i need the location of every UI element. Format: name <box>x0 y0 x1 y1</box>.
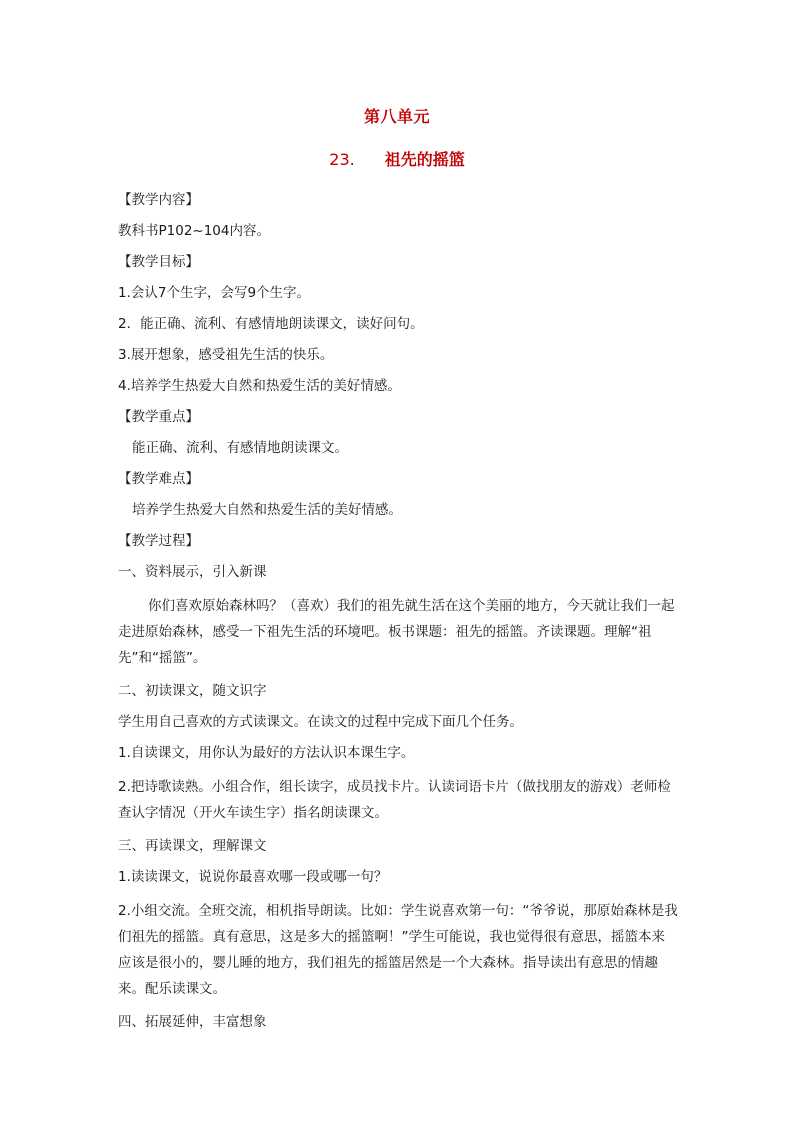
step-heading: 四、拓展延伸，丰富想象 <box>118 1014 267 1030</box>
step-item: 2.把诗歌读熟。小组合作，组长读字，成员找卡片。认读词语卡片（做找朋友的游戏）老师检查认字情况（开火车读生字）指名朗读课文。 <box>118 779 671 821</box>
key-text: 能正确、流利、有感情地朗读课文。 <box>132 440 348 456</box>
content-text: 教科书P102~104内容。 <box>118 223 270 239</box>
section-heading-content: 【教学内容】 <box>118 192 199 208</box>
step-paragraph: 学生用自己喜欢的方式读课文。在读文的过程中完成下面几个任务。 <box>118 714 523 730</box>
lesson-title <box>0 147 794 170</box>
step-heading: 二、初读课文，随文识字 <box>118 683 267 699</box>
lesson-number: 23. <box>329 150 355 169</box>
goal-item: 2．能正确、流利、有感情地朗读课文，读好问句。 <box>118 316 424 332</box>
difficulty-text: 培养学生热爱大自然和热爱生活的美好情感。 <box>132 502 402 518</box>
section-heading-difficulty: 【教学难点】 <box>118 471 199 487</box>
section-heading-key: 【教学重点】 <box>118 409 199 425</box>
section-heading-goals: 【教学目标】 <box>118 254 199 270</box>
unit-title: 第八单元 <box>363 107 430 126</box>
lesson-title-text: 祖先的摇篮 <box>384 150 465 169</box>
step-heading: 三、再读课文，理解课文 <box>118 838 267 854</box>
document-body <box>118 190 678 1033</box>
step-heading: 一、资料展示，引入新课 <box>118 564 267 580</box>
step-item: 2.小组交流。全班交流，相机指导朗读。比如：学生说喜欢第一句：“爷爷说，那原始森林是我们祖先的摇篮。真有意思，这是多大的摇篮啊！”学生可能说，我也觉得很有意思，摇篮本来应该是很小的，婴儿睡的地方，我们祖先的摇篮居然是一个大森林。指导读出有意思的情趣来。配乐读课文。 <box>118 903 678 997</box>
step-paragraph: 你们喜欢原始森林吗？（喜欢）我们的祖先就生活在这个美丽的地方，今天就让我们一起走进原始森林，感受一下祖先生活的环境吧。板书课题：祖先的摇篮。齐读课题。理解“祖先”和“摇篮”。 <box>118 598 675 666</box>
section-heading-process: 【教学过程】 <box>118 533 199 549</box>
goal-item: 4.培养学生热爱大自然和热爱生活的美好情感。 <box>118 378 401 394</box>
goal-item: 1.会认7个生字，会写9个生字。 <box>118 285 311 301</box>
goal-item: 3.展开想象，感受祖先生活的快乐。 <box>118 347 334 363</box>
step-item: 1.自读课文，用你认为最好的方法认识本课生字。 <box>118 745 415 761</box>
step-item: 1.读读课文，说说你最喜欢哪一段或哪一句？ <box>118 869 388 885</box>
